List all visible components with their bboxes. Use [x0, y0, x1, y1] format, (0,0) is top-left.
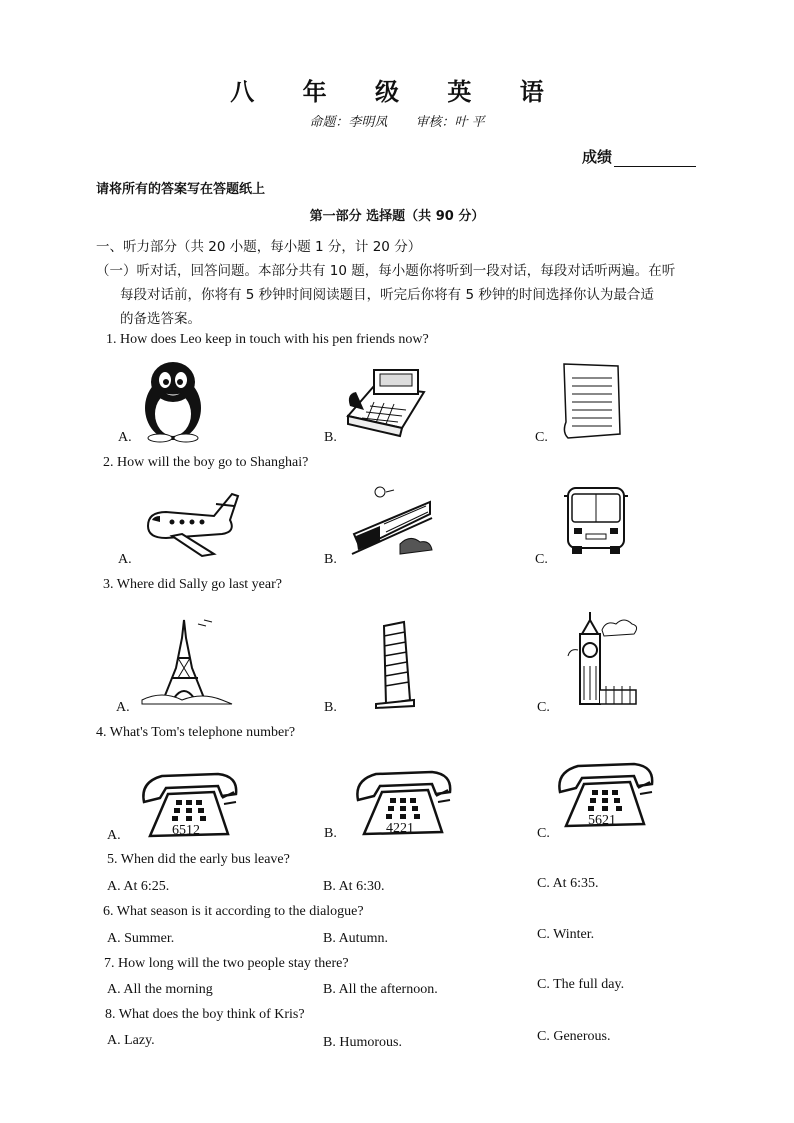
telephone-icon: [138, 768, 242, 840]
q1-option-b[interactable]: B.: [324, 430, 337, 445]
letter-icon: [560, 362, 624, 440]
q4-option-c[interactable]: C.: [537, 826, 550, 841]
question-6: 6. What season is it according to the dialogue?: [103, 904, 364, 919]
airplane-icon: [142, 488, 240, 560]
q5-option-c[interactable]: C. At 6:35.: [537, 876, 599, 891]
q4-number-b: 4221: [386, 821, 414, 836]
fax-phone-icon: [344, 366, 429, 442]
eiffel-tower-icon: [142, 618, 234, 708]
q6-option-b[interactable]: B. Autumn.: [323, 931, 388, 946]
q4-option-b[interactable]: B.: [324, 826, 337, 841]
q7-option-b[interactable]: B. All the afternoon.: [323, 982, 438, 997]
score-label: 成绩: [582, 148, 613, 166]
q3-option-b[interactable]: B.: [324, 700, 337, 715]
q3-option-a[interactable]: A.: [116, 700, 130, 715]
subsection-instructions: [96, 259, 712, 331]
question-8: 8. What does the boy think of Kris?: [105, 1007, 305, 1022]
big-ben-icon: [560, 610, 640, 710]
reviewer-text: 审核：叶 平: [415, 115, 485, 130]
q4-option-a[interactable]: A.: [107, 828, 121, 843]
subsection-line-2: 每段对话前，你将有 5 秒钟时间阅读题目，听完后你将有 5 秒钟的时间选择你认为最合适: [120, 287, 654, 303]
question-2: 2. How will the boy go to Shanghai?: [103, 455, 309, 470]
leaning-tower-icon: [374, 618, 416, 710]
subsection-line-1: （一）听对话，回答问题。本部分共有 10 题，每小题你将听到一段对话，每段对话听两遍。在听: [96, 263, 676, 279]
q5-option-a[interactable]: A. At 6:25.: [107, 879, 170, 894]
q3-option-c[interactable]: C.: [537, 700, 550, 715]
q5-option-b[interactable]: B. At 6:30.: [323, 879, 385, 894]
q7-option-a[interactable]: A. All the morning: [107, 982, 213, 997]
q4-number-c: 5621: [588, 813, 616, 828]
q1-option-a[interactable]: A.: [118, 430, 132, 445]
q2-option-c[interactable]: C.: [535, 552, 548, 567]
score-blank: [614, 152, 696, 167]
question-1: 1. How does Leo keep in touch with his pen friends now?: [106, 332, 429, 347]
telephone-icon: [554, 758, 658, 830]
q7-option-c[interactable]: C. The full day.: [537, 977, 625, 992]
penguin-icon: [138, 360, 208, 442]
q6-option-c[interactable]: C. Winter.: [537, 927, 595, 942]
subsection-line-3: 的备选答案。: [120, 311, 201, 327]
section-title: 一、听力部分（共 20 小题，每小题 1 分，计 20 分）: [96, 239, 422, 255]
q2-option-b[interactable]: B.: [324, 552, 337, 567]
authors-line: [0, 111, 794, 130]
page-title: 八 年 级 英 语: [230, 78, 564, 106]
question-3: 3. Where did Sally go last year?: [103, 577, 282, 592]
q8-option-c[interactable]: C. Generous.: [537, 1029, 611, 1044]
telephone-icon: [352, 766, 456, 838]
q8-option-a[interactable]: A. Lazy.: [107, 1033, 155, 1048]
q8-option-b[interactable]: B. Humorous.: [323, 1035, 402, 1050]
question-7: 7. How long will the two people stay there?: [104, 956, 349, 971]
instruction-text: 请将所有的答案写在答题纸上: [96, 182, 266, 197]
question-5: 5. When did the early bus leave?: [107, 852, 290, 867]
q6-option-a[interactable]: A. Summer.: [107, 931, 175, 946]
score-field: [582, 146, 696, 167]
train-icon: [350, 484, 434, 560]
q2-option-a[interactable]: A.: [118, 552, 132, 567]
part-title: 第一部分 选择题（共 90 分）: [309, 209, 485, 224]
author-text: 命题：李明凤: [309, 115, 388, 130]
q1-option-c[interactable]: C.: [535, 430, 548, 445]
question-4: 4. What's Tom's telephone number?: [96, 725, 296, 740]
q4-number-a: 6512: [172, 823, 200, 838]
bus-icon: [562, 484, 630, 556]
